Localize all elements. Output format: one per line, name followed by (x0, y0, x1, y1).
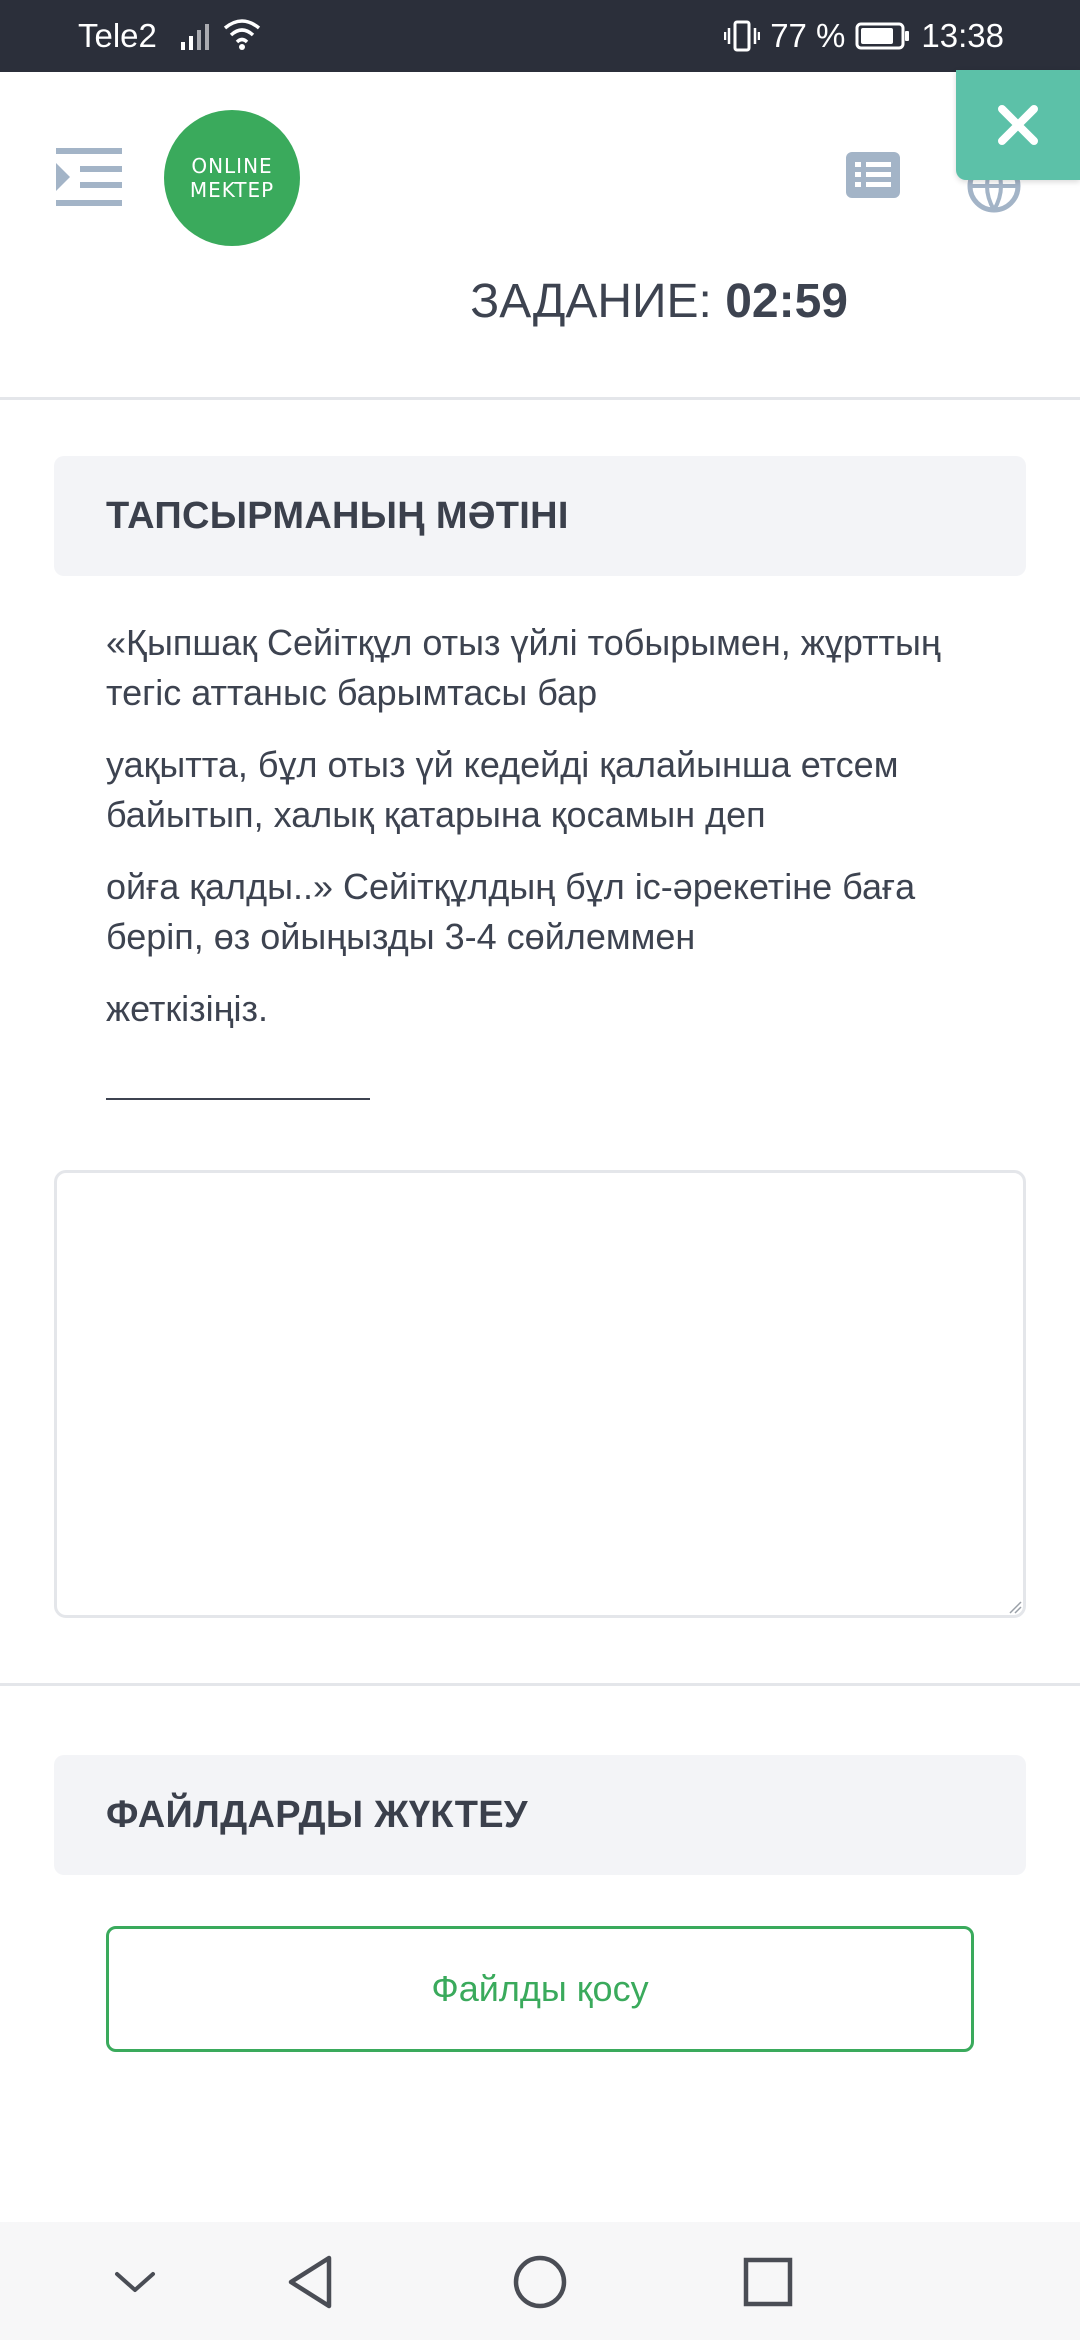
task-text-heading (54, 456, 1026, 576)
file-upload-title: ФАЙЛДАРДЫ ЖҮКТЕУ (106, 1793, 528, 1836)
home-circle-icon (512, 2254, 568, 2310)
task-text (106, 618, 1006, 1056)
online-mektep-logo[interactable] (164, 110, 300, 246)
status-bar (0, 0, 1080, 72)
nav-back-button[interactable] (280, 2252, 340, 2312)
task-text-title: ТАПСЫРМАНЫҢ МӘТІНІ (106, 494, 569, 537)
app-header (0, 72, 1080, 400)
carrier-label: Tele2 (78, 17, 157, 54)
answer-blank-line (106, 1098, 370, 1100)
recent-square-icon (742, 2256, 794, 2308)
chevron-down-icon (113, 2268, 157, 2296)
logo-line-2: MEKTEP (189, 178, 275, 202)
section-divider (0, 1683, 1080, 1686)
task-paragraph: уақытта, бұл отыз үй кедейді қалайынша етсем байытып, халық қатарына қосамын деп (106, 744, 899, 835)
add-file-button[interactable]: Файлды қосу (106, 1926, 974, 2052)
back-triangle-icon (285, 2254, 335, 2310)
task-paragraph: ойға қалды..» Сейітқұлдың бұл іс-әрекетіне баға беріп, өз ойыңызды 3-4 сөйлеммен (106, 866, 916, 957)
clock: 13:38 (921, 17, 1004, 54)
task-paragraph: «Қыпшақ Сейітқұл отыз үйлі тобырымен, жұрттың тегіс аттаныс барымтасы бар (106, 622, 941, 713)
nav-hide-button[interactable] (105, 2252, 165, 2312)
indent-menu-icon[interactable] (56, 146, 122, 208)
nav-home-button[interactable] (510, 2252, 570, 2312)
close-button[interactable] (956, 70, 1080, 180)
system-nav-bar (0, 2222, 1080, 2340)
vibrate-icon (724, 19, 760, 53)
timer-value: 02:59 (725, 275, 848, 328)
signal-icon (180, 20, 214, 52)
battery-icon (855, 21, 911, 51)
task-timer (470, 272, 848, 332)
close-icon (996, 103, 1040, 147)
list-icon[interactable] (846, 152, 900, 198)
answer-textarea[interactable] (54, 1170, 1026, 1618)
file-upload-heading (54, 1755, 1026, 1875)
task-label: ЗАДАНИЕ: (470, 275, 712, 328)
resize-grip-icon[interactable] (1008, 1600, 1022, 1614)
wifi-icon (222, 16, 262, 52)
battery-percent: 77 % (770, 17, 846, 54)
task-paragraph: жеткізіңіз. (106, 988, 269, 1029)
nav-recent-button[interactable] (738, 2252, 798, 2312)
logo-line-1: ONLINE (191, 154, 273, 178)
